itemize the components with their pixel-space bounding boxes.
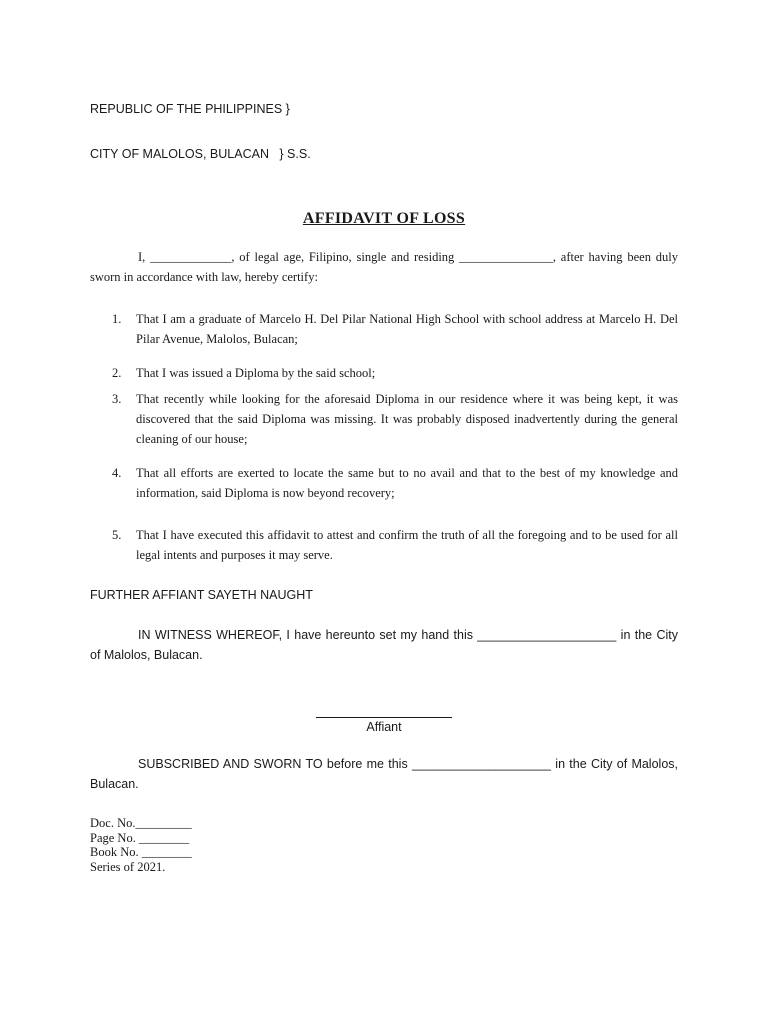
list-item-text: That I was issued a Diploma by the said school; <box>136 366 376 380</box>
intro-paragraph: I, _____________, of legal age, Filipino, single and residing _______________, after having been duly sworn in accordance with law, hereby certify: <box>90 250 678 284</box>
venue-header <box>90 72 678 192</box>
document-title: AFFIDAVIT OF LOSS <box>302 210 466 227</box>
document-body <box>90 72 678 874</box>
further-affiant-statement: FURTHER AFFIANT SAYETH NAUGHT <box>90 588 313 602</box>
list-item-text: That recently while looking for the aforesaid Diploma in our residence where it was being kept, it was discovered that the said Diploma was missing. It was probably disposed inadvertently during the general cleaning of our house; <box>136 392 678 446</box>
doc-number: Doc. No._________ <box>90 816 192 830</box>
list-item <box>90 389 678 449</box>
list-item <box>90 463 678 503</box>
list-item-text: That all efforts are exerted to locate the same but to no avail and that to the best of my knowledge and information, said Diploma is now beyond recovery; <box>136 466 678 500</box>
list-item-text: That I am a graduate of Marcelo H. Del Pilar National High School with school address at Marcelo H. Del Pilar Avenue, Malolos, Bulacan; <box>136 312 678 346</box>
list-item-number: 2. <box>112 366 122 380</box>
witness-paragraph: IN WITNESS WHEREOF, I have hereunto set my hand this ____________________ in the City of Malolos, Bulacan. <box>90 628 678 662</box>
jurat-paragraph: SUBSCRIBED AND SWORN TO before me this ____________________ in the City of Malolos, Bulacan. <box>90 757 678 791</box>
list-item-number: 5. <box>112 528 122 542</box>
page-number: Page No. ________ <box>90 830 189 845</box>
list-item-number: 4. <box>112 466 122 480</box>
list-item-text: That I have executed this affidavit to attest and confirm the truth of all the foregoing and to be used for all legal intents and purposes it may serve. <box>136 528 678 562</box>
book-number: Book No. ________ <box>90 845 192 859</box>
list-item-number: 1. <box>112 312 122 326</box>
certification-list <box>90 309 678 565</box>
venue-line-city: CITY OF MALOLOS, BULACAN } S.S. <box>90 147 311 161</box>
list-item <box>90 525 678 565</box>
list-item <box>90 363 678 383</box>
affiant-signature-block <box>316 717 452 736</box>
venue-line-republic: REPUBLIC OF THE PHILIPPINES } <box>90 102 290 116</box>
list-item <box>90 309 678 349</box>
series-year: Series of 2021. <box>90 859 166 874</box>
affiant-label: Affiant <box>366 720 402 734</box>
list-item-number: 3. <box>112 392 122 406</box>
notarial-register-block <box>90 816 678 874</box>
